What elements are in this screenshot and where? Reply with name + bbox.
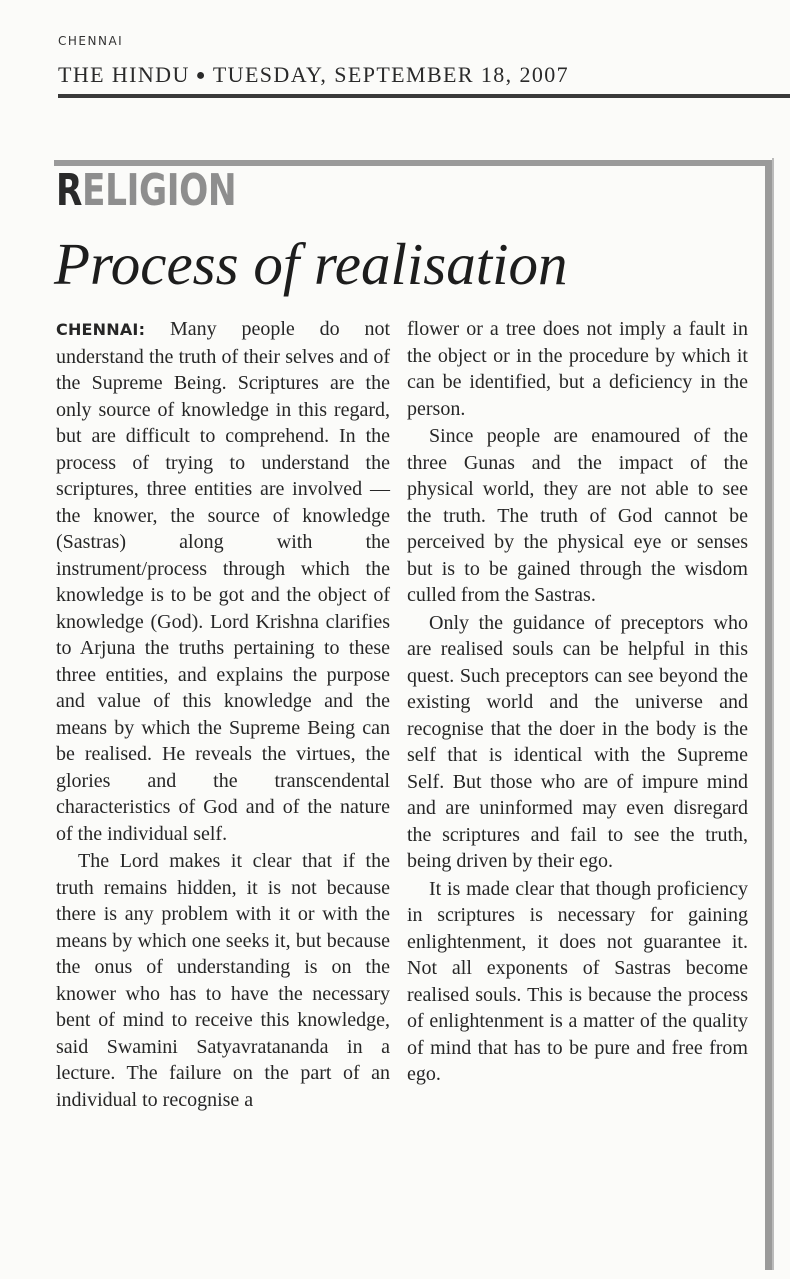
dateline: CHENNAI: xyxy=(56,320,146,339)
section-label-initial: R xyxy=(56,165,83,216)
paragraph-text: Many people do not understand the truth of their selves and of the Supreme Being. Scriptures are the only source of knowledge in this regard, but are difficult to comprehend. In the process of trying to understand the scriptures, three entities are involved — the knower, the source of knowledge (Sastras) along with the instrument/process through which the knowledge is to be got and the object of knowledge (God). Lord Krishna clarifies to Arjuna the truths pertaining to these three entities, and explains the purpose and value of this knowledge and the means by which the Supreme Being can be realised. He reveals the virtues, the glories and the transcendental characteristics of God and of the nature of the individual self. xyxy=(56,318,390,845)
newspaper-name: THE HINDU xyxy=(58,62,190,87)
masthead-rule xyxy=(58,94,790,98)
article-paragraph: Since people are enamoured of the three Gunas and the impact of the physical world, they are not able to see the truth. The truth of God cannot be perceived by the physical eye or senses but is to be gained through the wisdom culled from the Sastras. xyxy=(407,425,748,606)
article-column-left xyxy=(56,316,390,1113)
article-paragraph: Only the guidance of preceptors who are realised souls can be helpful in this quest. Such preceptors can see beyond the existing world and the universe and recognise that the doer in the body is the self that is identical with the Supreme Self. But those who are of impure mind and are uninformed may even disregard the scriptures and fail to see the truth, being driven by their ego. xyxy=(407,611,748,872)
article-column-right xyxy=(407,316,748,1088)
headline: Process of realisation xyxy=(54,231,568,297)
section-label xyxy=(56,166,236,216)
article-paragraph: The Lord makes it clear that if the truth remains hidden, it is not because there is any problem with it or with the means by which one seeks it, but because the onus of understanding is on the knower who has to have the necessary bent of mind to receive this knowledge, said Swamini Satyavratananda in a lecture. The failure on the part of an individual to recognise a xyxy=(56,850,390,1111)
article-paragraph xyxy=(56,316,390,847)
masthead xyxy=(58,62,569,88)
section-label-rest: ELIGION xyxy=(82,165,237,216)
masthead-separator: ● xyxy=(195,67,207,84)
article-paragraph: flower or a tree does not imply a fault in the object or in the procedure by which it can be identified, but a deficiency in the person. xyxy=(407,318,748,420)
article-paragraph: It is made clear that though proficiency in scriptures is necessary for gaining enlightenment, it does not guarantee it. Not all exponents of Sastras become realised souls. This is because the process of enlightenment is a matter of the quality of mind that has to be pure and free from ego. xyxy=(407,877,748,1085)
publication-date: TUESDAY, SEPTEMBER 18, 2007 xyxy=(212,62,570,87)
edition-label: CHENNAI xyxy=(58,34,124,48)
